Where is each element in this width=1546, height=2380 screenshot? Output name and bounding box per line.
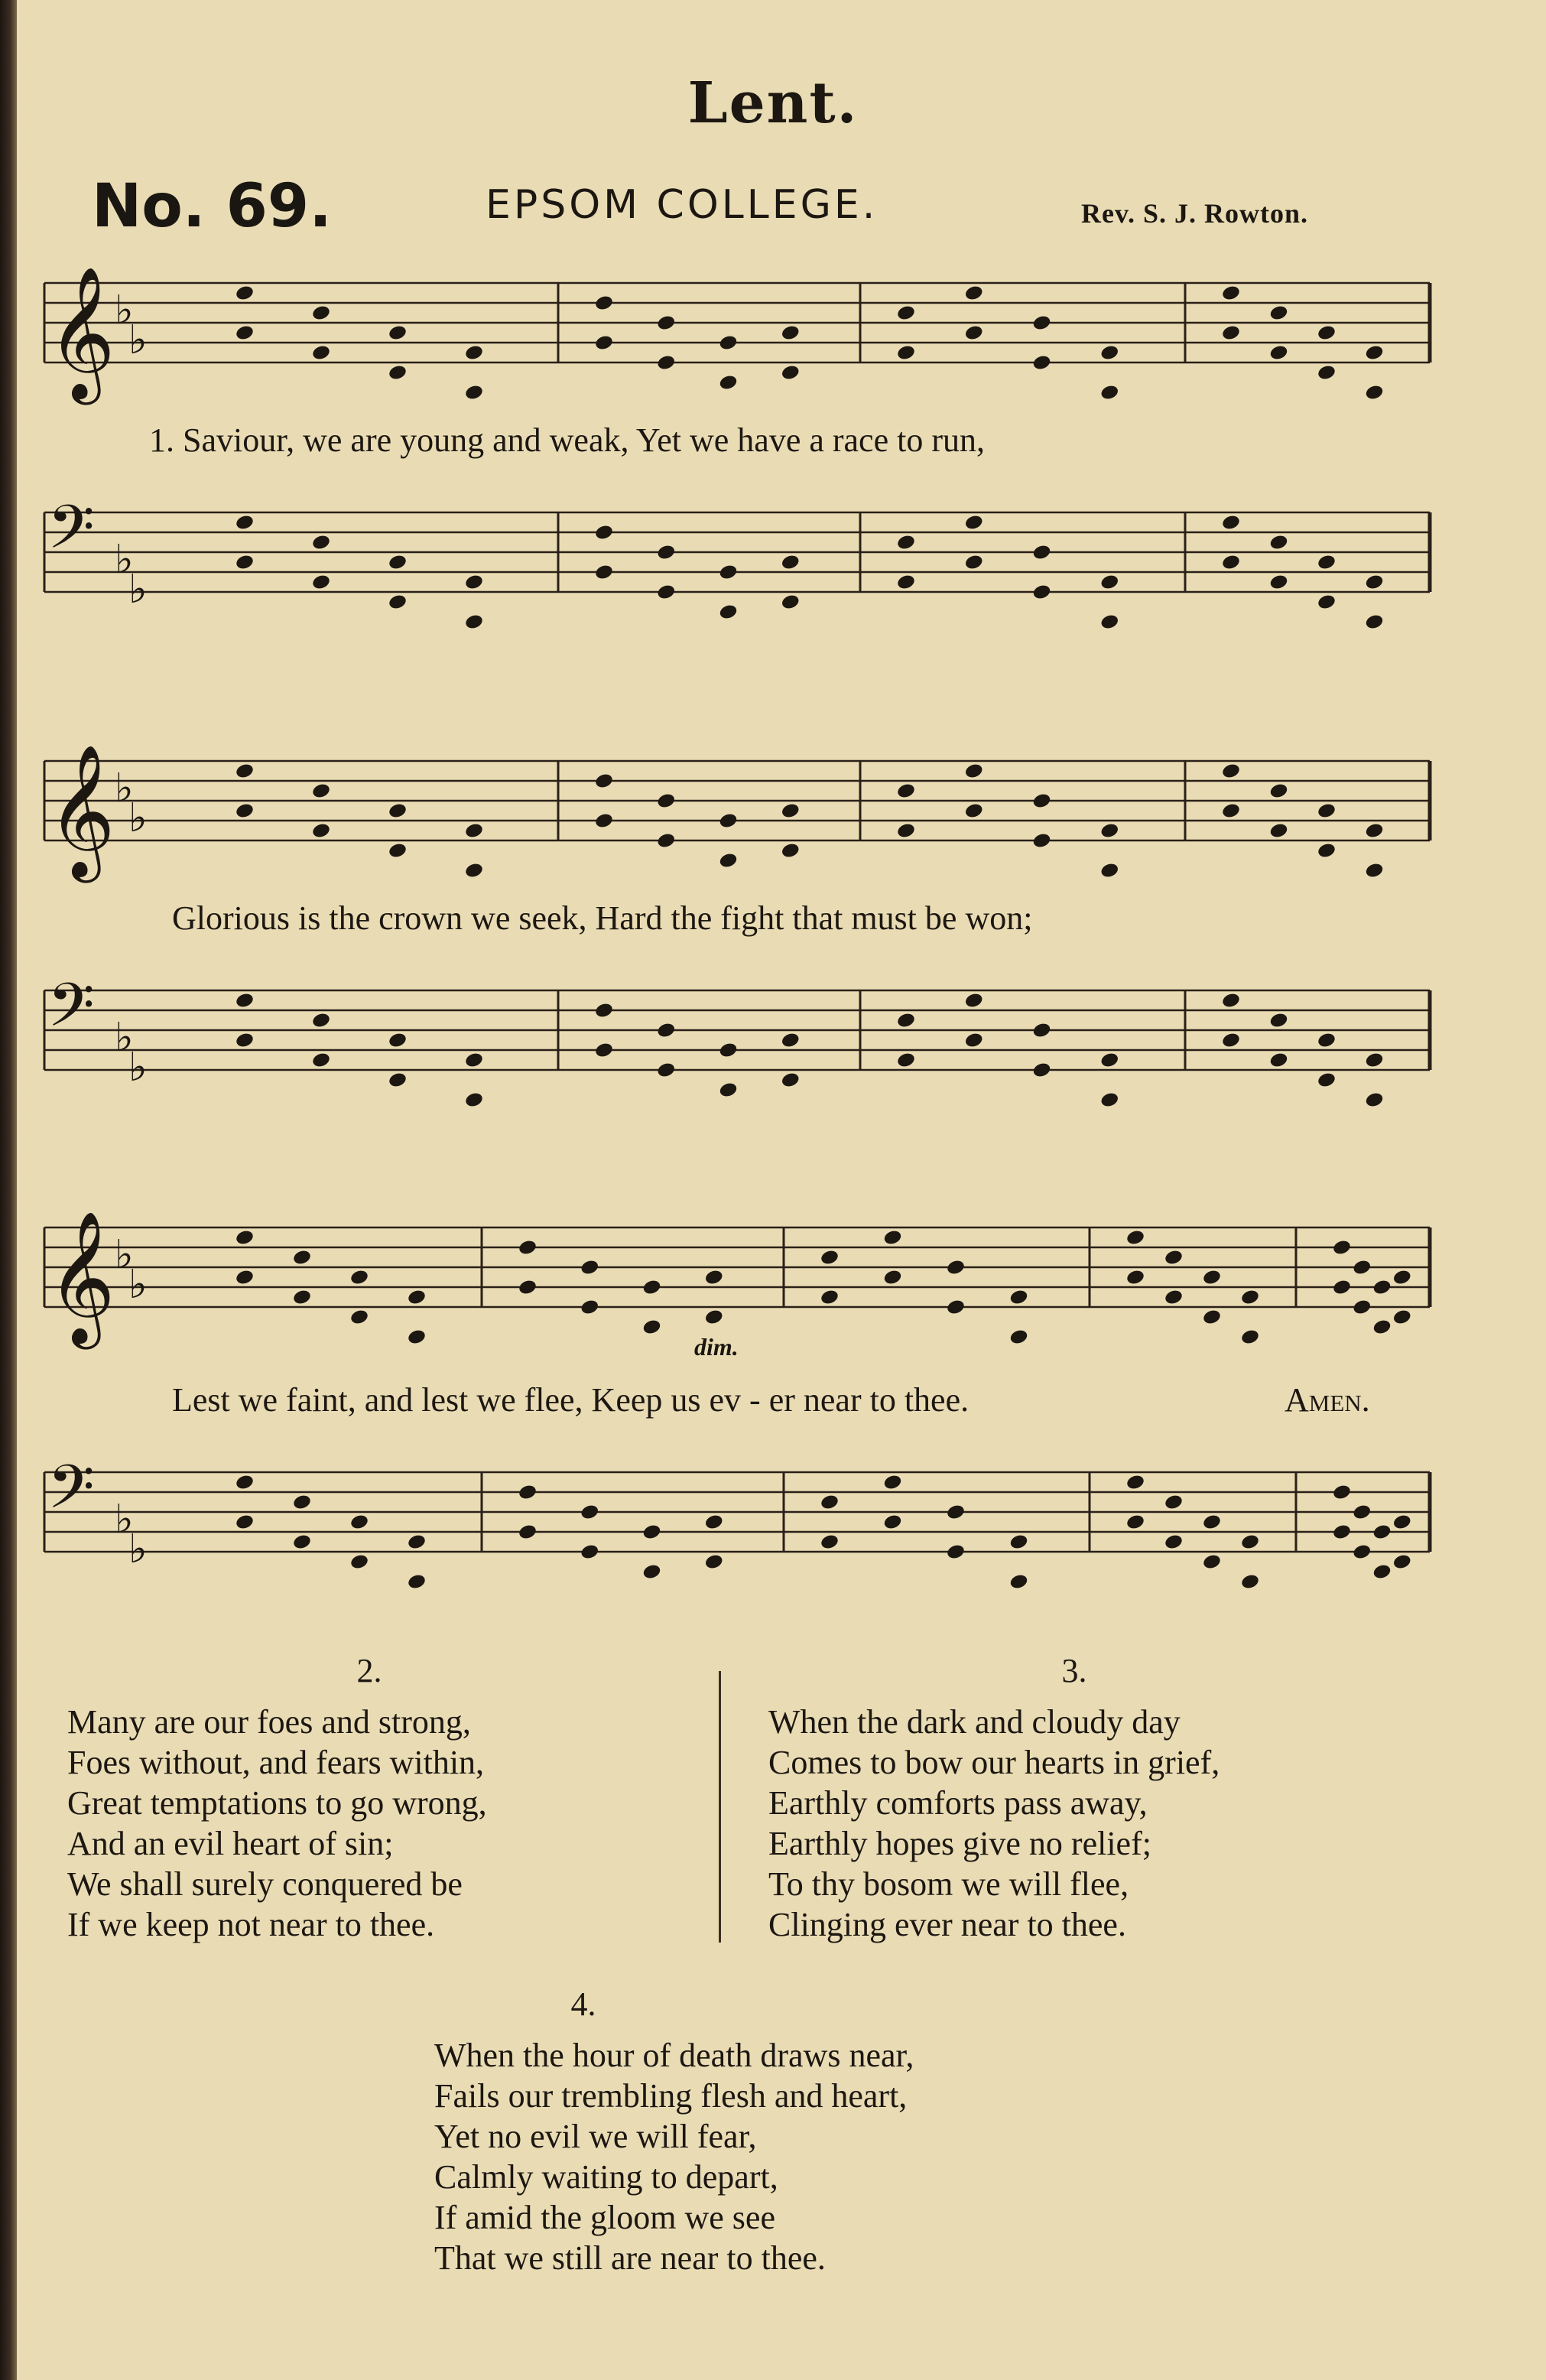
- note-head: [896, 304, 916, 322]
- note-head: [594, 772, 614, 790]
- note-head: [1099, 1052, 1119, 1069]
- note-head: [1221, 762, 1241, 780]
- note-head: [718, 852, 738, 870]
- verse-3: [768, 1650, 1457, 1945]
- note-head: [235, 1514, 255, 1531]
- note-head: [1364, 1052, 1384, 1069]
- note-head: [781, 802, 801, 820]
- note-head: [1031, 354, 1051, 372]
- note-head: [820, 1289, 840, 1306]
- note-head: [964, 992, 984, 1010]
- note-head: [235, 514, 255, 532]
- note-head: [1008, 1289, 1028, 1306]
- note-head: [964, 324, 984, 342]
- note-head: [1268, 822, 1288, 840]
- note-head: [718, 374, 738, 392]
- note-head: [704, 1553, 724, 1571]
- note-head: [1268, 534, 1288, 551]
- note-head: [311, 782, 331, 800]
- note-head: [1317, 842, 1337, 860]
- note-head: [781, 324, 801, 342]
- section-title: Lent.: [687, 70, 859, 136]
- note-head: [656, 1062, 676, 1079]
- verse-line: Comes to bow our hearts in grief,: [768, 1744, 1220, 1781]
- note-head: [964, 1032, 984, 1049]
- verse-line: When the dark and cloudy day: [768, 1703, 1181, 1741]
- note-head: [235, 1474, 255, 1491]
- note-head: [1240, 1328, 1260, 1346]
- verse-2-number: 2.: [356, 1652, 382, 1689]
- flat-icon: ♭: [128, 795, 148, 841]
- note-head: [1099, 613, 1119, 631]
- note-head: [464, 613, 484, 631]
- note-head: [1125, 1474, 1145, 1491]
- note-head: [1317, 802, 1337, 820]
- note-head: [781, 1071, 801, 1089]
- note-head: [407, 1573, 427, 1591]
- note-head: [1099, 862, 1119, 879]
- note-head: [594, 812, 614, 830]
- note-head: [718, 334, 738, 352]
- note-head: [1008, 1573, 1028, 1591]
- note-head: [1202, 1269, 1222, 1286]
- note-head: [1392, 1553, 1412, 1571]
- note-head: [1164, 1494, 1184, 1511]
- note-head: [1364, 613, 1384, 631]
- flat-icon: ♭: [128, 1527, 148, 1572]
- note-head: [388, 1032, 408, 1049]
- flat-icon: ♭: [115, 1015, 134, 1061]
- note-head: [518, 1239, 538, 1257]
- composer: Rev. S. J. Rowton.: [1081, 198, 1309, 229]
- note-head: [464, 862, 484, 879]
- note-head: [718, 1081, 738, 1099]
- note-head: [641, 1523, 661, 1541]
- note-head: [407, 1328, 427, 1346]
- book-spine-edge: [0, 0, 17, 2380]
- note-head: [964, 554, 984, 571]
- note-head: [896, 1012, 916, 1029]
- note-head: [1099, 1091, 1119, 1109]
- note-head: [1240, 1573, 1260, 1591]
- note-head: [1125, 1514, 1145, 1531]
- flat-icon: ♭: [128, 1045, 148, 1091]
- note-head: [704, 1269, 724, 1286]
- note-head: [1392, 1514, 1412, 1531]
- music-system-1: [31, 252, 1445, 673]
- note-head: [594, 564, 614, 581]
- note-head: [896, 782, 916, 800]
- note-head: [1268, 574, 1288, 591]
- note-head: [292, 1533, 312, 1551]
- note-head: [781, 593, 801, 611]
- note-head: [1268, 304, 1288, 322]
- note-head: [464, 384, 484, 402]
- note-head: [882, 1269, 902, 1286]
- note-head: [594, 294, 614, 312]
- note-head: [464, 574, 484, 591]
- hymn-header: [0, 0, 1546, 252]
- note-head: [820, 1494, 840, 1511]
- flat-icon: ♭: [115, 537, 134, 583]
- note-head: [518, 1523, 538, 1541]
- verse-line: Calmly waiting to depart,: [434, 2158, 778, 2196]
- note-head: [656, 584, 676, 601]
- note-head: [1240, 1533, 1260, 1551]
- treble-clef-icon: 𝄞: [47, 266, 115, 399]
- verse-divider: [719, 1671, 721, 1943]
- note-head: [1364, 862, 1384, 879]
- note-head: [656, 1022, 676, 1039]
- note-head: [1221, 802, 1241, 820]
- note-head: [311, 1012, 331, 1029]
- note-head: [1099, 822, 1119, 840]
- note-head: [1317, 324, 1337, 342]
- verse-line: Yet no evil we will fear,: [434, 2118, 757, 2155]
- note-head: [641, 1563, 661, 1581]
- note-head: [349, 1553, 369, 1571]
- note-head: [311, 344, 331, 362]
- verse-line: To thy bosom we will flee,: [768, 1865, 1129, 1903]
- note-head: [781, 842, 801, 860]
- verse-line: If we keep not near to thee.: [67, 1906, 435, 1943]
- music-system-2: [31, 730, 1445, 1151]
- hymn-number: No. 69.: [92, 172, 332, 241]
- verse-line: Clinging ever near to thee.: [768, 1906, 1126, 1943]
- note-head: [349, 1514, 369, 1531]
- note-head: [311, 534, 331, 551]
- note-head: [1031, 1062, 1051, 1079]
- flat-icon: ♭: [115, 766, 134, 811]
- note-head: [781, 1032, 801, 1049]
- note-head: [580, 1543, 599, 1561]
- verse-4: [434, 1984, 1138, 2278]
- note-head: [656, 314, 676, 332]
- note-head: [235, 762, 255, 780]
- note-head: [718, 812, 738, 830]
- note-head: [1008, 1533, 1028, 1551]
- note-head: [349, 1309, 369, 1326]
- note-head: [964, 762, 984, 780]
- flat-icon: ♭: [128, 317, 148, 363]
- flat-icon: ♭: [128, 1262, 148, 1308]
- note-head: [235, 802, 255, 820]
- note-head: [1221, 514, 1241, 532]
- note-head: [1099, 344, 1119, 362]
- note-head: [718, 1042, 738, 1059]
- note-head: [1221, 554, 1241, 571]
- note-head: [594, 1042, 614, 1059]
- verse-line: And an evil heart of sin;: [67, 1825, 394, 1862]
- note-head: [235, 1269, 255, 1286]
- verse-2: [67, 1650, 694, 1945]
- note-head: [1221, 1032, 1241, 1049]
- note-head: [1332, 1239, 1352, 1257]
- bass-clef-icon: 𝄢: [47, 970, 95, 1055]
- note-head: [946, 1299, 966, 1316]
- note-head: [235, 284, 255, 302]
- verse-line: Many are our foes and strong,: [67, 1703, 471, 1741]
- note-head: [235, 324, 255, 342]
- note-head: [235, 992, 255, 1010]
- note-head: [594, 334, 614, 352]
- note-head: [1268, 782, 1288, 800]
- dynamic-dim: dim.: [694, 1333, 739, 1361]
- note-head: [820, 1533, 840, 1551]
- note-head: [594, 1002, 614, 1019]
- note-head: [1031, 314, 1051, 332]
- note-head: [1240, 1289, 1260, 1306]
- verse-4-number: 4.: [570, 1985, 596, 2023]
- note-head: [235, 1032, 255, 1049]
- note-head: [820, 1249, 840, 1266]
- note-head: [896, 344, 916, 362]
- amen: Amen.: [1285, 1381, 1370, 1419]
- bass-clef-icon: 𝄢: [47, 1452, 95, 1537]
- note-head: [1372, 1523, 1392, 1541]
- note-head: [292, 1494, 312, 1511]
- note-head: [1317, 1071, 1337, 1089]
- verse-3-number: 3.: [1061, 1652, 1087, 1689]
- lyric-line-1: 1. Saviour, we are young and weak, Yet we have a race to run,: [149, 421, 985, 459]
- note-head: [407, 1533, 427, 1551]
- note-head: [407, 1289, 427, 1306]
- note-head: [311, 574, 331, 591]
- note-head: [1392, 1269, 1412, 1286]
- note-head: [946, 1543, 966, 1561]
- note-head: [1031, 792, 1051, 810]
- note-head: [896, 822, 916, 840]
- note-head: [580, 1259, 599, 1276]
- music-system-3: [31, 1197, 1445, 1640]
- note-head: [1372, 1563, 1392, 1581]
- note-head: [1352, 1259, 1372, 1276]
- verse-line: Earthly hopes give no relief;: [768, 1825, 1151, 1862]
- note-head: [388, 364, 408, 382]
- note-head: [580, 1299, 599, 1316]
- note-head: [704, 1514, 724, 1531]
- note-head: [1125, 1229, 1145, 1247]
- note-head: [882, 1229, 902, 1247]
- note-head: [349, 1269, 369, 1286]
- note-head: [1202, 1309, 1222, 1326]
- note-head: [1392, 1309, 1412, 1326]
- verse-line: Foes without, and fears within,: [67, 1744, 485, 1781]
- note-head: [464, 1091, 484, 1109]
- note-head: [1031, 584, 1051, 601]
- note-head: [656, 354, 676, 372]
- note-head: [882, 1514, 902, 1531]
- treble-clef-icon: 𝄞: [47, 744, 115, 877]
- verse-line: If amid the gloom we see: [434, 2199, 775, 2236]
- note-head: [1221, 324, 1241, 342]
- note-head: [388, 1071, 408, 1089]
- note-head: [1164, 1533, 1184, 1551]
- note-head: [1031, 544, 1051, 561]
- note-head: [781, 554, 801, 571]
- note-head: [1031, 1022, 1051, 1039]
- note-head: [1317, 593, 1337, 611]
- note-head: [464, 1052, 484, 1069]
- note-head: [896, 574, 916, 591]
- note-head: [292, 1249, 312, 1266]
- lyric-line-3: Lest we faint, and lest we flee, Keep us ev - er near to thee.: [172, 1381, 969, 1419]
- bass-staff-1: [31, 482, 1445, 658]
- note-head: [1372, 1279, 1392, 1296]
- note-head: [964, 514, 984, 532]
- note-head: [946, 1259, 966, 1276]
- flat-icon: ♭: [115, 1232, 134, 1278]
- lyric-line-2: Glorious is the crown we seek, Hard the fight that must be won;: [172, 899, 1033, 937]
- verse-line: We shall surely conquered be: [67, 1865, 463, 1903]
- note-head: [311, 822, 331, 840]
- note-head: [1332, 1484, 1352, 1501]
- note-head: [1202, 1514, 1222, 1531]
- note-head: [235, 554, 255, 571]
- verse-line: Earthly comforts pass away,: [768, 1784, 1148, 1822]
- bass-staff-2: [31, 960, 1445, 1136]
- note-head: [656, 792, 676, 810]
- note-head: [1164, 1289, 1184, 1306]
- note-head: [1364, 822, 1384, 840]
- note-head: [580, 1504, 599, 1521]
- note-head: [718, 603, 738, 621]
- note-head: [1364, 1091, 1384, 1109]
- note-head: [896, 534, 916, 551]
- tune-name: EPSOM COLLEGE.: [486, 182, 879, 228]
- note-head: [1268, 1052, 1288, 1069]
- note-head: [388, 802, 408, 820]
- note-head: [641, 1318, 661, 1336]
- treble-clef-icon: 𝄞: [47, 1211, 115, 1344]
- note-head: [311, 1052, 331, 1069]
- note-head: [1099, 384, 1119, 402]
- note-head: [235, 1229, 255, 1247]
- note-head: [1317, 554, 1337, 571]
- note-head: [292, 1289, 312, 1306]
- verse-line: Great temptations to go wrong,: [67, 1784, 487, 1822]
- verse-line: That we still are near to thee.: [434, 2239, 826, 2277]
- verse-line: Fails our trembling flesh and heart,: [434, 2077, 908, 2115]
- note-head: [464, 822, 484, 840]
- note-head: [1031, 832, 1051, 850]
- note-head: [1221, 284, 1241, 302]
- treble-staff-1: [31, 252, 1445, 405]
- note-head: [388, 593, 408, 611]
- note-head: [388, 324, 408, 342]
- note-head: [964, 284, 984, 302]
- note-head: [1317, 364, 1337, 382]
- note-head: [1332, 1523, 1352, 1541]
- note-head: [718, 564, 738, 581]
- flat-icon: ♭: [128, 567, 148, 613]
- bass-staff-3: [31, 1442, 1445, 1618]
- note-head: [1099, 574, 1119, 591]
- note-head: [1268, 344, 1288, 362]
- note-head: [1164, 1249, 1184, 1266]
- flat-icon: ♭: [115, 288, 134, 333]
- note-head: [896, 1052, 916, 1069]
- note-head: [388, 842, 408, 860]
- note-head: [1364, 384, 1384, 402]
- note-head: [1317, 1032, 1337, 1049]
- bass-clef-icon: 𝄢: [47, 492, 95, 577]
- note-head: [1352, 1543, 1372, 1561]
- note-head: [964, 802, 984, 820]
- note-head: [781, 364, 801, 382]
- verse-line: When the hour of death draws near,: [434, 2037, 914, 2074]
- note-head: [1364, 344, 1384, 362]
- note-head: [1125, 1269, 1145, 1286]
- note-head: [388, 554, 408, 571]
- note-head: [518, 1279, 538, 1296]
- note-head: [1268, 1012, 1288, 1029]
- note-head: [311, 304, 331, 322]
- flat-icon: ♭: [115, 1497, 134, 1543]
- note-head: [464, 344, 484, 362]
- note-head: [641, 1279, 661, 1296]
- note-head: [1352, 1504, 1372, 1521]
- note-head: [1364, 574, 1384, 591]
- note-head: [882, 1474, 902, 1491]
- note-head: [518, 1484, 538, 1501]
- note-head: [656, 832, 676, 850]
- note-head: [1202, 1553, 1222, 1571]
- note-head: [1332, 1279, 1352, 1296]
- note-head: [1008, 1328, 1028, 1346]
- note-head: [656, 544, 676, 561]
- note-head: [1352, 1299, 1372, 1316]
- note-head: [594, 524, 614, 541]
- note-head: [1221, 992, 1241, 1010]
- note-head: [946, 1504, 966, 1521]
- note-head: [704, 1309, 724, 1326]
- treble-staff-2: [31, 730, 1445, 883]
- note-head: [1372, 1318, 1392, 1336]
